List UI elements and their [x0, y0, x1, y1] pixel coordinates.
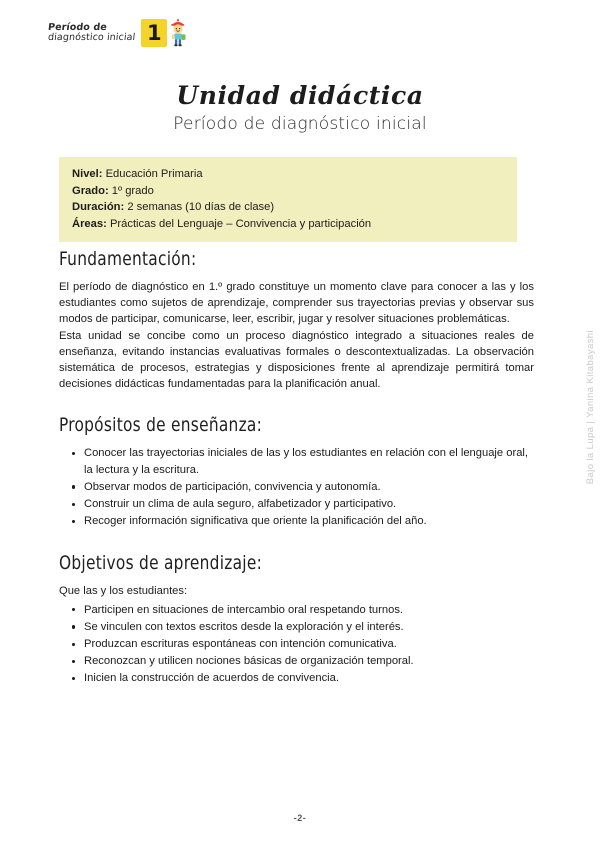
- heading-fundamentacion: Fundamentación:: [59, 248, 197, 270]
- metadata-box: [59, 157, 517, 242]
- grade-badge-number: 1: [146, 20, 162, 45]
- student-character-icon: [169, 18, 187, 48]
- list-item: Inicien la construcción de acuerdos de convivencia.: [84, 670, 534, 686]
- metadata-value-duracion: 2 semanas (10 días de clase): [127, 201, 275, 213]
- metadata-label-areas: Áreas:: [72, 217, 107, 230]
- paragraph-fundamentacion-1: El período de diagnóstico en 1.º grado constituye un momento clave para conocer a las y los estudiantes como sujetos de aprendizaje, comprender sus trayectorias previas y observar sus modos de participar, comunicarse, leer, escribir, jugar y resolver situaciones problemáticas.: [59, 281, 534, 326]
- metadata-row-grado: [72, 183, 504, 200]
- list-objetivos: [59, 602, 534, 687]
- list-item: Reconozcan y utilicen nociones básicas de organización temporal.: [84, 653, 534, 669]
- metadata-row-areas: [72, 216, 504, 233]
- page-number: -2-: [293, 813, 307, 823]
- metadata-value-grado: 1º grado: [111, 184, 154, 197]
- objetivos-lead-line: Que las y los estudiantes:: [59, 585, 188, 598]
- brand-line-1: Período de: [47, 22, 108, 34]
- heading-propositos: Propósitos de enseñanza:: [59, 414, 263, 437]
- side-credit-watermark: Bajo la Lupa | Yanina Kitabayashi: [585, 330, 596, 485]
- list-item: Produzcan escrituras espontáneas con intención comunicativa.: [84, 636, 534, 652]
- heading-objetivos: Objetivos de aprendizaje:: [59, 552, 263, 575]
- list-item: Construir un clima de aula seguro, alfabetizador y participativo.: [84, 496, 534, 512]
- list-item: Observar modos de participación, convivencia y autonomía.: [84, 479, 534, 495]
- main-content: [59, 248, 534, 688]
- brand-line-2: diagnóstico inicial: [47, 32, 136, 43]
- brand-wordmark: [48, 23, 135, 42]
- metadata-label-duracion: Duración:: [72, 201, 125, 213]
- brand-logo: [48, 18, 187, 48]
- list-item: Se vinculen con textos escritos desde la exploración y el interés.: [84, 619, 534, 635]
- list-item: Participen en situaciones de intercambio oral respetando turnos.: [84, 602, 534, 618]
- list-item: Conocer las trayectorias iniciales de las y los estudiantes en relación con el lenguaje oral, la lectura y la escritura.: [84, 445, 534, 477]
- metadata-row-duracion: [72, 199, 504, 216]
- metadata-value-nivel: Educación Primaria: [105, 168, 203, 180]
- metadata-row-nivel: [72, 166, 504, 183]
- page-subtitle: Período de diagnóstico inicial: [173, 113, 427, 134]
- metadata-label-grado: Grado:: [72, 184, 109, 197]
- list-item: Recoger información significativa que oriente la planificación del año.: [84, 513, 534, 529]
- metadata-label-nivel: Nivel:: [72, 168, 103, 180]
- list-propositos: [59, 445, 534, 529]
- metadata-value-areas: Prácticas del Lenguaje – Convivencia y participación: [109, 217, 372, 230]
- page-title: Unidad didáctica: [176, 81, 424, 110]
- grade-badge: [141, 19, 167, 47]
- paragraph-fundamentacion-2: Esta unidad se concibe como un proceso diagnóstico integrado a situaciones reales de enseñanza, evitando instancias evaluativas formales o descontextualizadas. La observación sistemática de procesos, estrategias y disposiciones frente al aprendizaje permitirá tomar decisiones didácticas fundamentadas para la planificación anual.: [59, 329, 534, 391]
- title-block: [0, 82, 600, 134]
